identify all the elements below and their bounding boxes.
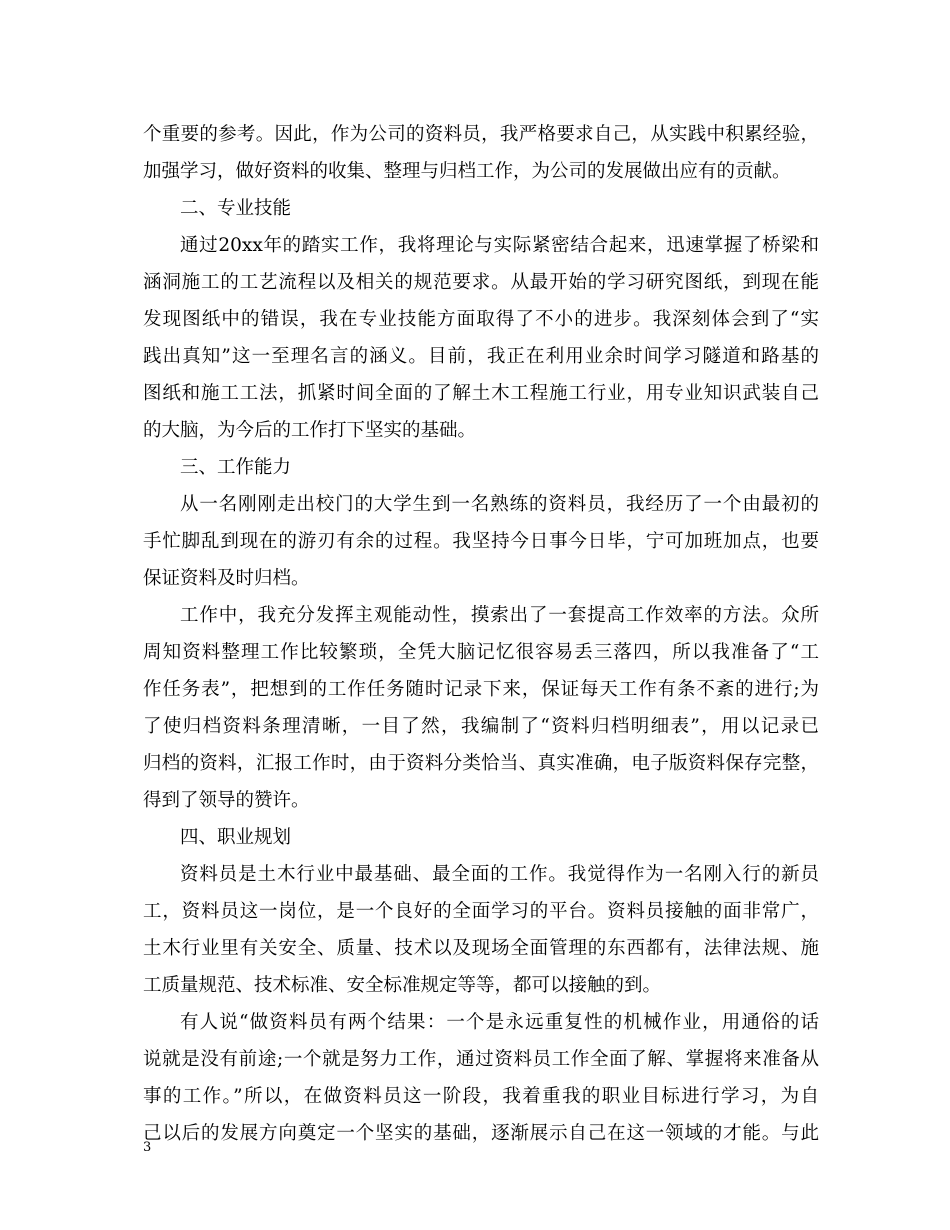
text-line: 的大脑，为今后的工作打下坚实的基础。	[143, 420, 477, 441]
text-line: 工，资料员这一岗位，是一个良好的全面学习的平台。资料员接触的面非常广，	[143, 901, 819, 922]
text-line: 践出真知”这一至理名言的涵义。目前，我正在利用业余时间学习隧道和路基的	[143, 346, 819, 367]
text-line: 涵洞施工的工艺流程以及相关的规范要求。从最开始的学习研究图纸，到现在能	[143, 272, 819, 293]
text-line: 土木行业里有关安全、质量、技术以及现场全面管理的东西都有，法律法规、施	[143, 938, 819, 959]
text-line: 事的工作。”所以，在做资料员这一阶段，我着重我的职业目标进行学习，为自	[143, 1086, 819, 1107]
text-line: 图纸和施工工法，抓紧时间全面的了解土木工程施工行业，用专业知识武装自己	[143, 383, 819, 404]
text-line: 说就是没有前途;一个就是努力工作，通过资料员工作全面了解、掌握将来准备从	[143, 1049, 819, 1070]
text-line: 保证资料及时归档。	[143, 568, 310, 589]
document-body	[143, 116, 819, 1152]
text-line: 二、专业技能	[180, 198, 292, 219]
text-line: 通过20xx年的踏实工作，我将理论与实际紧密结合起来，迅速掌握了桥梁和	[180, 235, 819, 256]
text-line: 三、工作能力	[180, 457, 292, 478]
text-line: 周知资料整理工作比较繁琐，全凭大脑记忆很容易丢三落四，所以我准备了“工	[143, 642, 819, 663]
text-line: 有人说“做资料员有两个结果：一个是永远重复性的机械作业，用通俗的话	[180, 1012, 819, 1033]
text-line: 发现图纸中的错误，我在专业技能方面取得了不小的进步。我深刻体会到了“实	[143, 309, 819, 330]
page-number: 3	[143, 1140, 152, 1155]
text-line: 从一名刚刚走出校门的大学生到一名熟练的资料员，我经历了一个由最初的	[180, 494, 819, 515]
text-line: 了使归档资料条理清晰，一目了然，我编制了“资料归档明细表”，用以记录已	[143, 716, 819, 737]
text-line: 资料员是土木行业中最基础、最全面的工作。我觉得作为一名刚入行的新员	[180, 864, 819, 885]
text-line: 个重要的参考。因此，作为公司的资料员，我严格要求自己，从实践中积累经验，	[143, 124, 819, 145]
text-line: 四、职业规划	[180, 827, 292, 848]
text-line: 归档的资料，汇报工作时，由于资料分类恰当、真实准确，电子版资料保存完整，	[143, 753, 819, 774]
text-line: 工作中，我充分发挥主观能动性，摸索出了一套提高工作效率的方法。众所	[180, 605, 819, 626]
text-line: 己以后的发展方向奠定一个坚实的基础，逐渐展示自己在这一领域的才能。与此	[143, 1123, 819, 1144]
text-line: 工质量规范、技术标准、安全标准规定等等，都可以接触的到。	[143, 975, 662, 996]
text-line: 手忙脚乱到现在的游刃有余的过程。我坚持今日事今日毕，宁可加班加点，也要	[143, 531, 819, 552]
text-line: 加强学习，做好资料的收集、整理与归档工作，为公司的发展做出应有的贡献。	[143, 161, 791, 182]
text-line: 得到了领导的赞许。	[143, 790, 310, 811]
text-line: 作任务表”，把想到的工作任务随时记录下来，保证每天工作有条不紊的进行;为	[143, 679, 819, 700]
